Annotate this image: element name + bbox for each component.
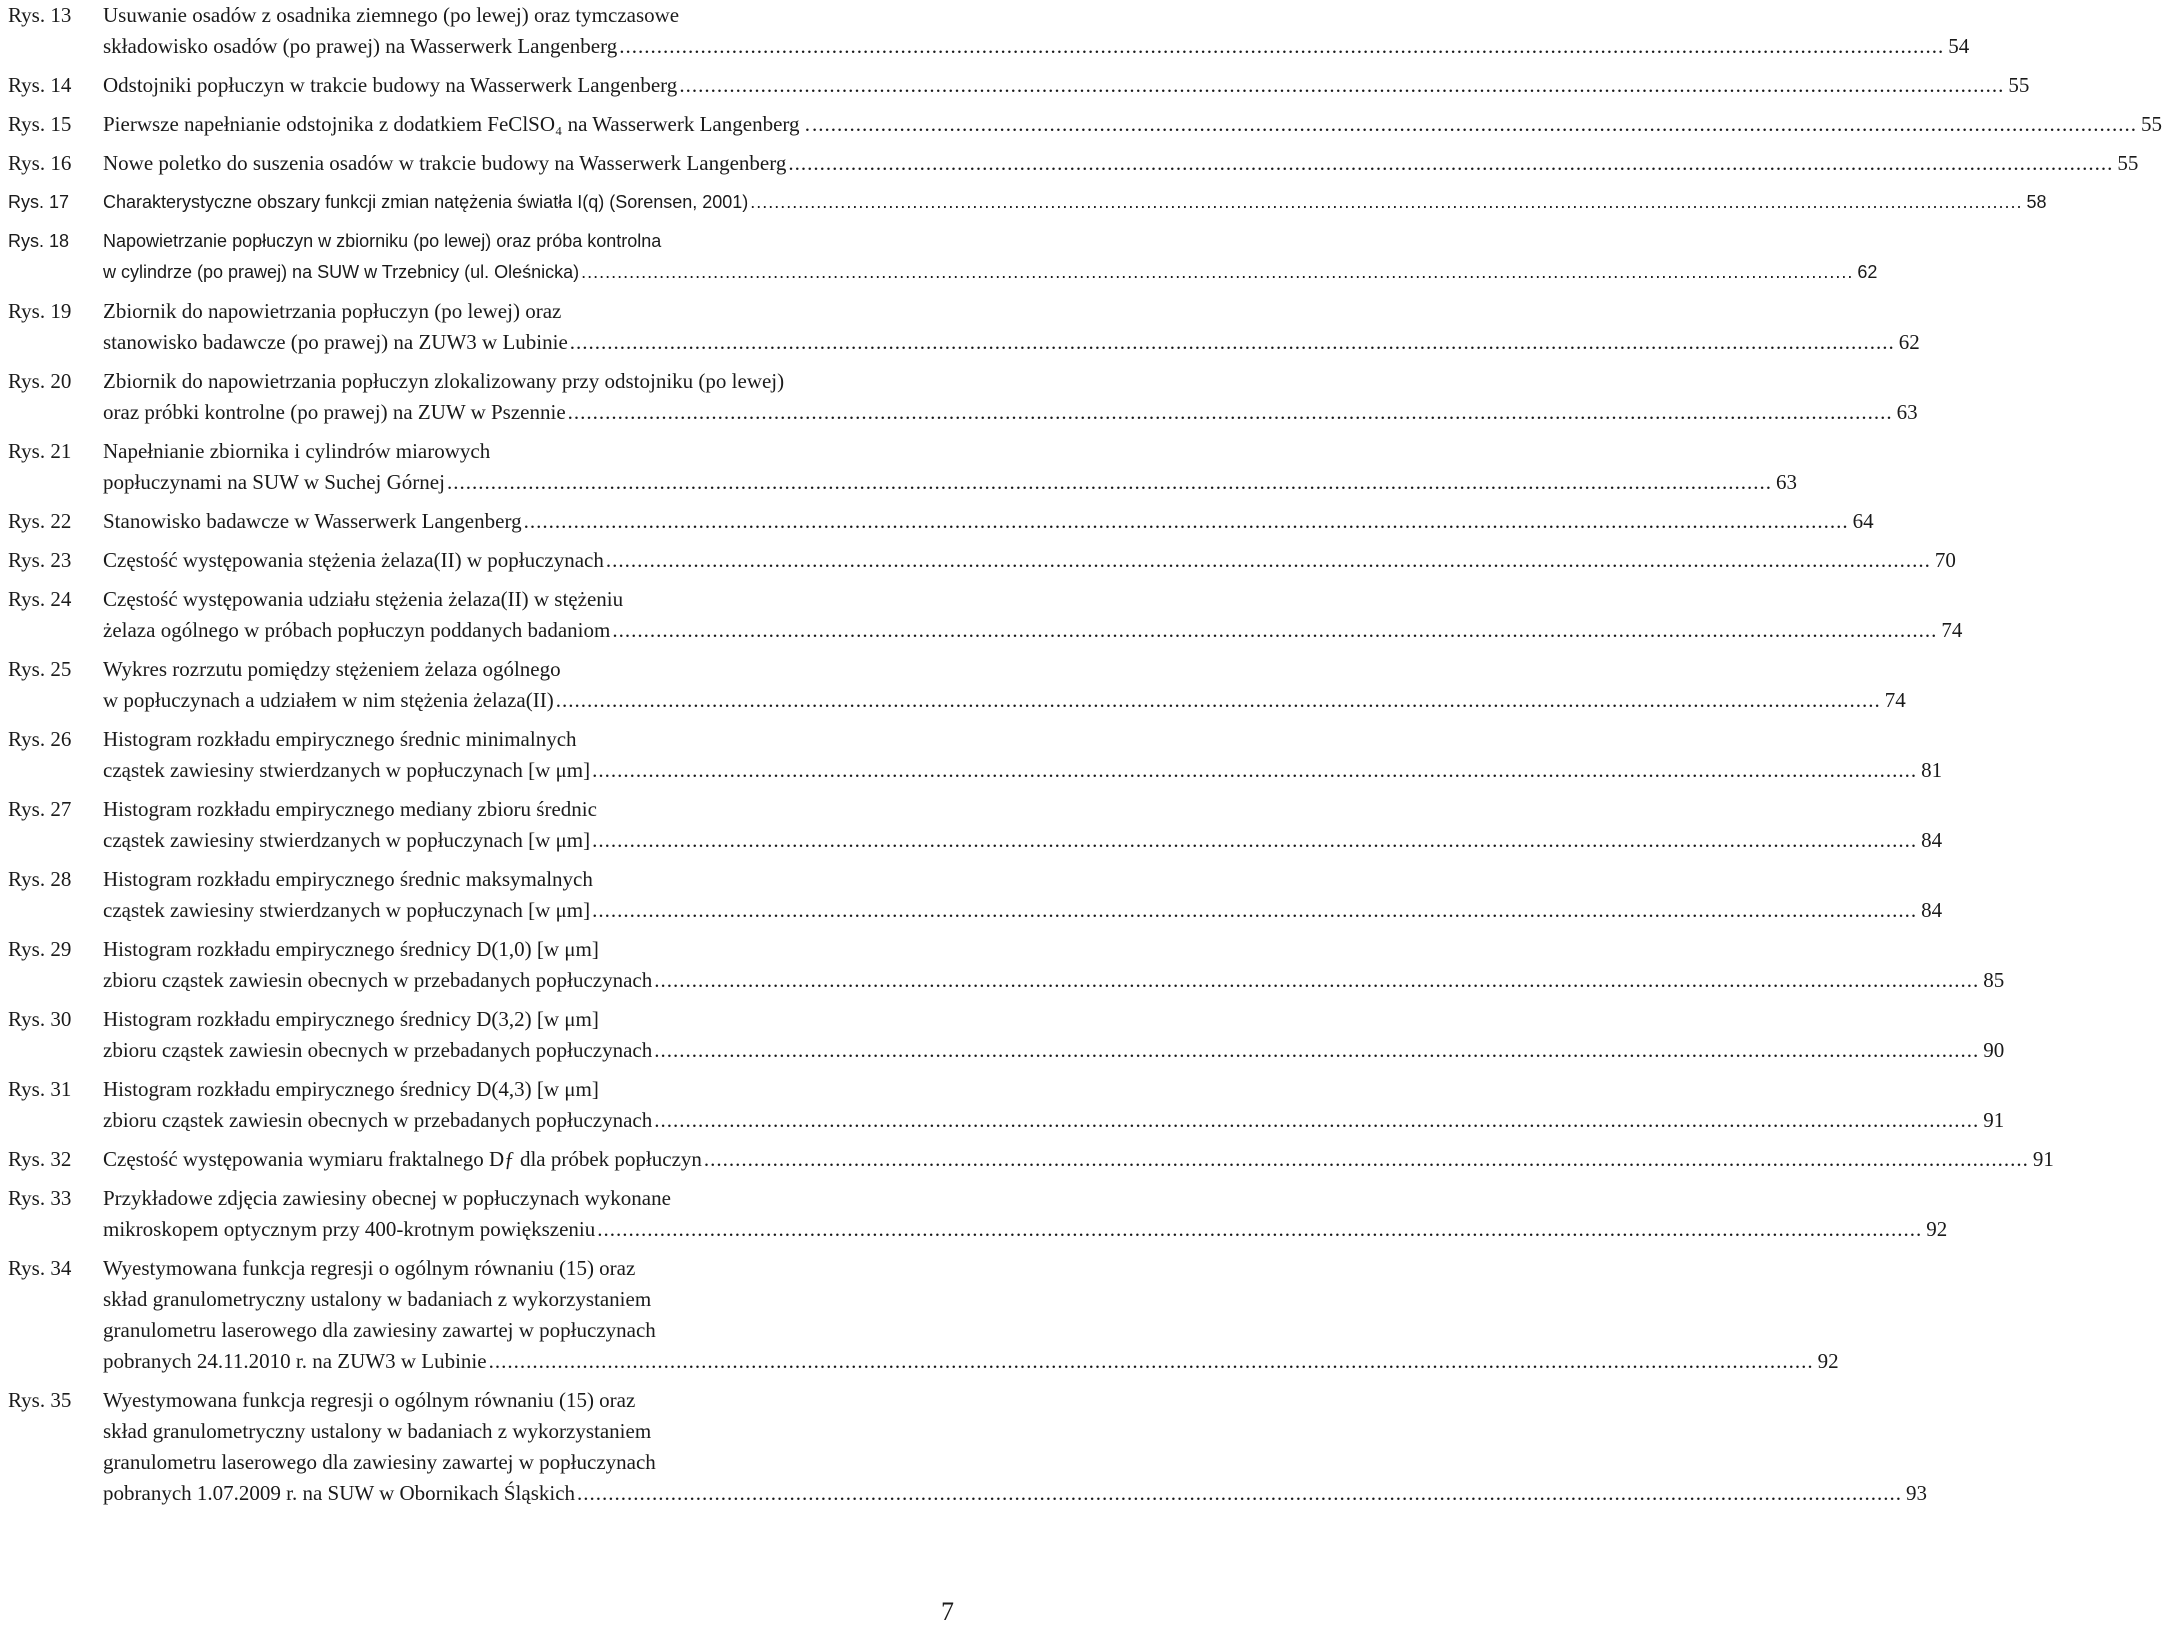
leader-dots: .................................................................................................................................................................................................................... [592,828,1918,852]
entry-title-line: Pierwsze napełnianie odstojnika z dodatkiem FeClSO₄ na Wasserwerk Langenberg . [103,112,811,136]
entry-title-line: stanowisko badawcze (po prawej) na ZUW3 w Lubinie [103,330,568,354]
leader-dots: .................................................................................................................................................................................................................... [581,262,1854,282]
entry-title-line: Częstość występowania udziału stężenia żelaza(II) w stężeniu [103,587,624,611]
leader-dots: .................................................................................................................................................................................................................... [488,1349,1814,1373]
entry-title-line: skład granulometryczny ustalony w badaniach z wykorzystaniem [103,1419,652,1443]
toc-entry[interactable] [8,1004,2005,1066]
page-ref[interactable]: 62 [1857,262,1878,282]
entry-title-line: Zbiornik do napowietrzania popłuczyn (po lewej) oraz [103,299,562,323]
entry-title-line: granulometru laserowego dla zawiesiny zawartej w popłuczynach [103,1318,656,1342]
figure-number: Rys. 32 [8,1147,72,1171]
toc-entry[interactable] [8,436,1797,498]
leader-dots: .................................................................................................................................................................................................................... [605,548,1931,572]
entry-title-line: Częstość występowania wymiaru fraktalnego Dƒ dla próbek popłuczyn [103,1147,702,1171]
figure-number: Rys. 33 [8,1186,72,1210]
toc-entry[interactable] [8,545,1956,576]
page-ref[interactable]: 70 [1934,548,1956,572]
entry-title-line: Stanowisko badawcze w Wasserwerk Langenberg [103,509,522,533]
leader-dots: .................................................................................................................................................................................................................... [597,1217,1923,1241]
entry-title-line: pobranych 24.11.2010 r. na ZUW3 w Lubinie [103,1349,487,1373]
toc-entry[interactable] [8,934,2005,996]
entry-title-line: Histogram rozkładu empirycznego średnic maksymalnych [103,867,593,891]
figure-number: Rys. 28 [8,867,72,891]
figure-number: Rys. 31 [8,1077,72,1101]
entry-title-line: w popłuczynach a udziałem w nim stężenia żelaza(II) [103,688,554,712]
figure-number: Rys. 26 [8,727,72,751]
leader-dots: .................................................................................................................................................................................................................... [654,1038,1980,1062]
page-ref[interactable]: 84 [1921,898,1943,922]
leader-dots: .................................................................................................................................................................................................................... [654,968,1980,992]
figure-number: Rys. 15 [8,112,72,136]
leader-dots: .................................................................................................................................................................................................................... [592,898,1918,922]
entry-title-line: Histogram rozkładu empirycznego średnic minimalnych [103,727,577,751]
toc-entry[interactable] [8,864,1943,926]
page-ref[interactable]: 84 [1921,828,1943,852]
entry-title-line: mikroskopem optycznym przy 400-krotnym powiększeniu [103,1217,596,1241]
entry-title-line: Zbiornik do napowietrzania popłuczyn zlokalizowany przy odstojniku (po lewej) [103,369,785,393]
toc-entry[interactable] [8,226,1878,288]
figure-number: Rys. 21 [8,439,72,463]
toc-entry[interactable] [8,148,2139,179]
entry-title-line: Histogram rozkładu empirycznego mediany zbioru średnic [103,797,597,821]
figure-number: Rys. 35 [8,1388,72,1412]
entry-title-line: składowisko osadów (po prawej) na Wasserwerk Langenberg [103,34,618,58]
page-ref[interactable]: 63 [1775,470,1797,494]
toc-entry[interactable] [8,366,1918,428]
figure-number: Rys. 25 [8,657,72,681]
leader-dots: .................................................................................................................................................................................................................... [679,73,2005,97]
entry-title-line: Napowietrzanie popłuczyn w zbiorniku (po lewej) oraz próba kontrolna [103,231,662,251]
toc-entry[interactable] [8,296,1920,358]
toc-entry[interactable] [8,0,1970,62]
toc-entry[interactable] [8,654,1906,716]
page-ref[interactable]: 55 [2141,112,2162,136]
figure-number: Rys. 13 [8,3,72,27]
entry-title-line: Napełnianie zbiornika i cylindrów miarowych [103,439,491,463]
figure-number: Rys. 34 [8,1256,72,1280]
figure-number: Rys. 24 [8,587,72,611]
toc-entry[interactable] [8,1183,1948,1245]
leader-dots: .................................................................................................................................................................................................................... [523,509,1849,533]
page-ref[interactable]: 62 [1898,330,1920,354]
page-ref[interactable]: 91 [1983,1108,2005,1132]
entry-title-line: Wyestymowana funkcja regresji o ogólnym równaniu (15) oraz [103,1256,636,1280]
entry-title-line: Nowe poletko do suszenia osadów w trakcie budowy na Wasserwerk Langenberg [103,151,787,175]
figure-number: Rys. 29 [8,937,72,961]
entry-title-line: w cylindrze (po prawej) na SUW w Trzebnicy (ul. Oleśnicka) [103,262,580,282]
page-ref[interactable]: 74 [1884,688,1906,712]
figure-number: Rys. 30 [8,1007,72,1031]
entry-title-line: żelaza ogólnego w próbach popłuczyn poddanych badaniom [103,618,611,642]
toc-entry[interactable] [8,1253,1839,1377]
toc-entry[interactable] [8,1144,2054,1175]
figure-number: Rys. 16 [8,151,72,175]
entry-title-line: popłuczynami na SUW w Suchej Górnej [103,470,445,494]
entry-title-line: Histogram rozkładu empirycznego średnicy D(4,3) [w μm] [103,1077,599,1101]
entry-title-line: pobranych 1.07.2009 r. na SUW w Obornikach Śląskich [103,1481,576,1505]
entry-title-line: zbioru cząstek zawiesin obecnych w przebadanych popłuczynach [103,1108,653,1132]
toc-entry[interactable] [8,794,1943,856]
leader-dots: .................................................................................................................................................................................................................... [619,34,1945,58]
toc-entry[interactable] [8,187,2047,218]
page-ref[interactable]: 92 [1817,1349,1839,1373]
leader-dots: .................................................................................................................................................................................................................... [569,330,1895,354]
entry-title-line: Przykładowe zdjęcia zawiesiny obecnej w popłuczynach wykonane [103,1186,671,1210]
toc-entry[interactable] [8,109,2162,140]
page-ref[interactable]: 93 [1906,1481,1928,1505]
entry-title-line: Usuwanie osadów z osadnika ziemnego (po lewej) oraz tymczasowe [103,3,680,27]
leader-dots: .................................................................................................................................................................................................................... [812,112,2138,136]
figure-number: Rys. 14 [8,73,72,97]
entry-title-line: Wyestymowana funkcja regresji o ogólnym równaniu (15) oraz [103,1388,636,1412]
toc-entry[interactable] [8,1074,2005,1136]
entry-title-line: granulometru laserowego dla zawiesiny zawartej w popłuczynach [103,1450,656,1474]
entry-title-line: cząstek zawiesiny stwierdzanych w popłuczynach [w μm] [103,758,591,782]
leader-dots: .................................................................................................................................................................................................................... [592,758,1918,782]
page-ref[interactable]: 54 [1948,34,1970,58]
page-ref[interactable]: 64 [1852,509,1874,533]
page-ref[interactable]: 55 [2008,73,2030,97]
entry-title-line: cząstek zawiesiny stwierdzanych w popłuczynach [w μm] [103,898,591,922]
page-ref[interactable]: 81 [1921,758,1943,782]
page-ref[interactable]: 74 [1941,618,1963,642]
entry-title-line: Histogram rozkładu empirycznego średnicy D(1,0) [w μm] [103,937,599,961]
entry-title-line: Charakterystyczne obszary funkcji zmian natężenia światła I(q) (Sorensen, 2001) [103,192,749,212]
leader-dots: .................................................................................................................................................................................................................... [612,618,1938,642]
leader-dots: .................................................................................................................................................................................................................... [750,192,2023,212]
toc-entry[interactable] [8,724,1943,786]
toc-entry[interactable] [8,70,2030,101]
leader-dots: .................................................................................................................................................................................................................... [703,1147,2029,1171]
entry-title-line: Częstość występowania stężenia żelaza(II) w popłuczynach [103,548,604,572]
figure-number: Rys. 27 [8,797,72,821]
page-ref[interactable]: 91 [2032,1147,2054,1171]
figure-number: Rys. 20 [8,369,72,393]
figure-number: Rys. 17 [8,192,70,212]
page-ref[interactable]: 85 [1983,968,2005,992]
entry-title-line: Odstojniki popłuczyn w trakcie budowy na Wasserwerk Langenberg [103,73,678,97]
entry-title-line: Wykres rozrzutu pomiędzy stężeniem żelaza ogólnego [103,657,561,681]
page-ref[interactable]: 92 [1926,1217,1948,1241]
figure-number: Rys. 22 [8,509,72,533]
toc-entry[interactable] [8,1385,1928,1509]
entry-title-line: Histogram rozkładu empirycznego średnicy D(3,2) [w μm] [103,1007,599,1031]
entry-title-line: oraz próbki kontrolne (po prawej) na ZUW w Pszennie [103,400,566,424]
leader-dots: .................................................................................................................................................................................................................... [446,470,1772,494]
entry-title-line: cząstek zawiesiny stwierdzanych w popłuczynach [w μm] [103,828,591,852]
entry-title-line: zbioru cząstek zawiesin obecnych w przebadanych popłuczynach [103,1038,653,1062]
leader-dots: .................................................................................................................................................................................................................... [654,1108,1980,1132]
leader-dots: .................................................................................................................................................................................................................... [788,151,2114,175]
toc-entry[interactable] [8,506,1874,537]
list-of-figures [8,0,2162,1517]
page-ref[interactable]: 90 [1983,1038,2005,1062]
figure-number: Rys. 19 [8,299,72,323]
page-number: 7 [941,1597,954,1626]
page-ref[interactable]: 55 [2117,151,2139,175]
figure-number: Rys. 23 [8,548,72,572]
leader-dots: .................................................................................................................................................................................................................... [577,1481,1903,1505]
figure-number: Rys. 18 [8,231,70,251]
leader-dots: .................................................................................................................................................................................................................... [555,688,1881,712]
page-ref[interactable]: 63 [1896,400,1918,424]
page-ref[interactable]: 58 [2026,192,2047,212]
entry-title-line: zbioru cząstek zawiesin obecnych w przebadanych popłuczynach [103,968,653,992]
leader-dots: .................................................................................................................................................................................................................... [567,400,1893,424]
toc-entry[interactable] [8,584,1963,646]
entry-title-line: skład granulometryczny ustalony w badaniach z wykorzystaniem [103,1287,652,1311]
